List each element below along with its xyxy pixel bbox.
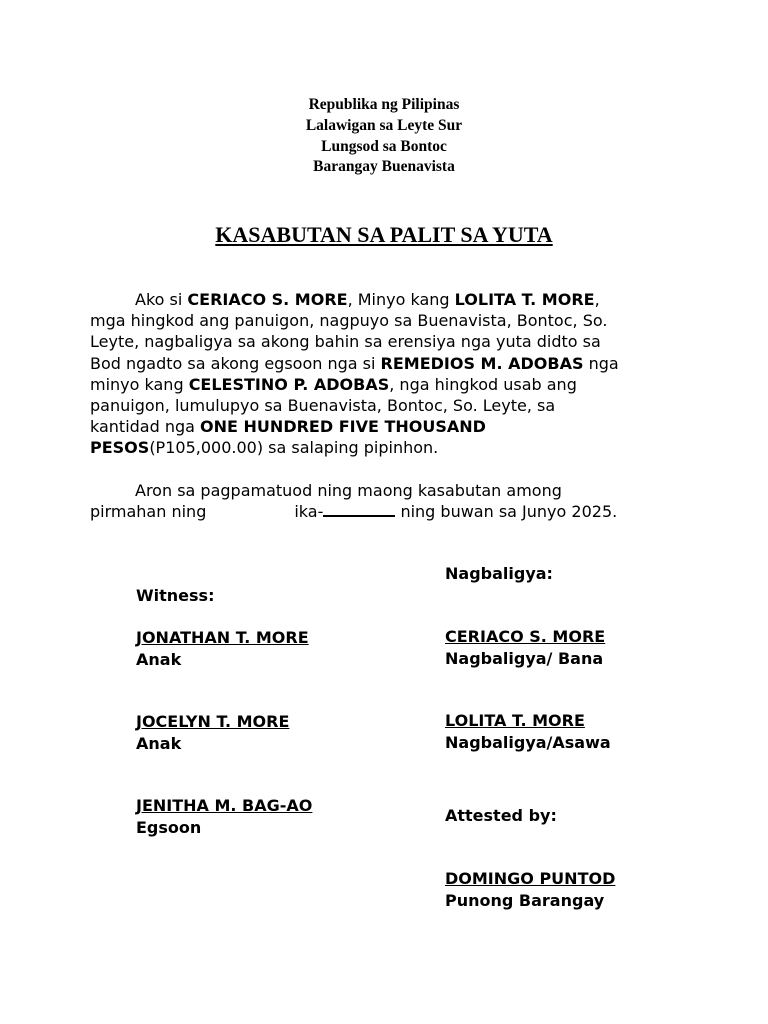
seller-1	[445, 626, 605, 669]
date-blank-line	[323, 501, 395, 517]
attested-label: Attested by:	[445, 806, 557, 825]
text-segment: nga	[583, 353, 619, 373]
header-province: Lalawigan sa Leyte Sur	[305, 116, 463, 134]
header-barangay: Barangay Buenavista	[313, 158, 455, 176]
amount-figure: (P105,000.00) sa salaping pipinhon.	[149, 438, 439, 458]
text-line: panuigon, lumulupyo sa Buenavista, Bontoc, So. Leyte, sa	[90, 396, 556, 416]
seller-1-name: CERIACO S. MORE	[445, 627, 606, 646]
witness-2-name: JOCELYN T. MORE	[136, 712, 290, 731]
witness-2-role: Anak	[136, 733, 182, 753]
attester-name: DOMINGO PUNTOD	[445, 869, 616, 888]
seller-name: CERIACO S. MORE	[187, 290, 348, 309]
seller-2-name: LOLITA T. MORE	[445, 711, 585, 730]
text-line: mga hingkod ang panuigon, nagpuyo sa Buenavista, Bontoc, So.	[90, 311, 608, 331]
text-segment: , nga hingkod usab ang	[389, 374, 577, 394]
witness-2	[136, 711, 289, 754]
paragraph-attestation	[90, 480, 685, 522]
witness-3-role: Egsoon	[136, 817, 202, 837]
amount-words-end: PESOS	[90, 438, 150, 458]
text-segment: ning buwan sa Junyo 2025.	[395, 502, 618, 522]
witness-3	[136, 795, 312, 838]
witness-1	[136, 627, 309, 670]
text-segment: minyo kang	[90, 374, 189, 394]
attester-role: Punong Barangay	[445, 890, 605, 910]
text-segment: ika-	[294, 502, 324, 522]
seller-2-role: Nagbaligya/Asawa	[445, 732, 611, 752]
header-republic: Republika ng Pilipinas	[308, 96, 460, 113]
document-title: KASABUTAN SA PALIT SA YUTA	[215, 222, 553, 247]
witness-1-name: JONATHAN T. MORE	[136, 628, 309, 647]
text-line: Leyte, nagbaligya sa akong bahin sa erensiya nga yuta didto sa	[90, 332, 601, 352]
text-segment: kantidad nga	[90, 417, 201, 437]
document-header	[0, 95, 768, 178]
spouse-name: LOLITA T. MORE	[454, 290, 595, 309]
seller-1-role: Nagbaligya/ Bana	[445, 648, 604, 668]
seller-2	[445, 710, 611, 753]
witness-label: Witness:	[136, 586, 215, 605]
buyer-spouse-name: CELESTINO P. ADOBAS	[188, 374, 390, 394]
header-city: Lungsod sa Bontoc	[321, 137, 447, 155]
witness-3-name: JENITHA M. BAG-AO	[136, 796, 313, 815]
attester	[445, 868, 615, 911]
text-segment: ,	[594, 290, 600, 309]
witness-1-role: Anak	[136, 649, 182, 669]
paragraph-agreement	[90, 289, 685, 459]
text-segment: Ako si	[135, 290, 188, 309]
amount-words: ONE HUNDRED FIVE THOUSAND	[200, 417, 486, 437]
text-segment: Aron sa pagpamatuod ning maong kasabutan among	[135, 481, 562, 500]
text-segment: , Minyo kang	[347, 290, 455, 309]
buyer-name: REMEDIOS M. ADOBAS	[380, 353, 584, 373]
text-segment: Bod ngadto sa akong egsoon nga si	[90, 353, 381, 373]
seller-label: Nagbaligya:	[445, 564, 553, 583]
text-segment: pirmahan ning	[90, 502, 207, 522]
